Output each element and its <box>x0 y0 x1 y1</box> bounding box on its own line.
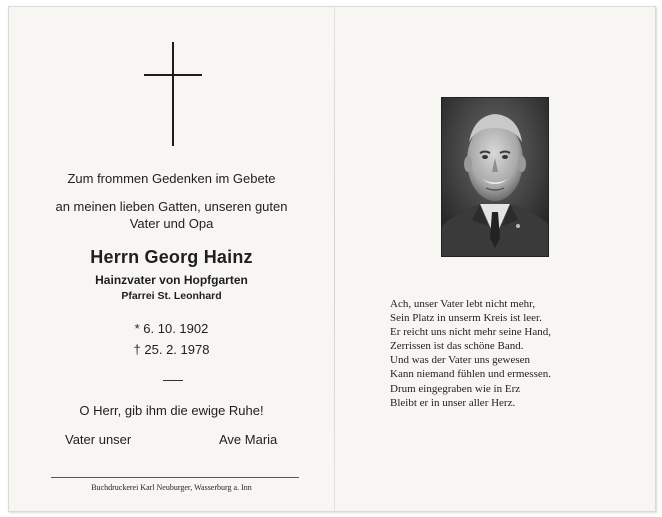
deceased-name: Herrn Georg Hainz <box>90 247 253 267</box>
poem-line: Kann niemand fühlen und ermessen. <box>390 368 551 381</box>
memorial-card <box>8 6 656 512</box>
divider <box>163 380 183 381</box>
title-line: Hainzvater von Hopfgarten <box>95 273 248 287</box>
poem-line: Zerrissen ist das schöne Band. <box>390 340 524 353</box>
left-panel <box>9 7 334 511</box>
cross-icon-bar <box>144 74 202 76</box>
birth-date: * 6. 10. 1902 <box>134 321 209 336</box>
poem-line: Drum eingegraben wie in Erz <box>390 382 521 395</box>
right-panel <box>335 7 655 511</box>
dedication-line-1: an meinen lieben Gatten, unseren guten <box>55 199 288 214</box>
printer-credit: Buchdruckerei Karl Neuburger, Wasserburg a. Inn <box>91 483 252 492</box>
poem <box>390 297 551 410</box>
portrait-photo <box>441 97 549 257</box>
cross-icon <box>172 42 174 146</box>
poem-line: Bleibt er in unser aller Herz. <box>390 396 516 409</box>
poem-line: Und was der Vater uns gewesen <box>390 354 531 367</box>
intro-text: Zum frommen Gedenken im Gebete <box>67 171 276 186</box>
death-date: † 25. 2. 1978 <box>133 342 210 357</box>
poem-line: Ach, unser Vater lebt nicht mehr, <box>390 298 536 310</box>
poem-line: Er reicht uns nicht mehr seine Hand, <box>390 326 551 339</box>
portrait-image <box>442 98 548 256</box>
parish-line: Pfarrei St. Leonhard <box>121 290 222 302</box>
prayer-ave-maria: Ave Maria <box>219 432 278 447</box>
poem-line: Sein Platz in unserm Kreis ist leer. <box>390 312 542 325</box>
dedication-line-2: Vater und Opa <box>129 216 214 231</box>
footer-rule <box>51 477 299 478</box>
prayer-text: O Herr, gib ihm die ewige Ruhe! <box>79 403 264 418</box>
prayer-vater-unser: Vater unser <box>65 432 132 447</box>
